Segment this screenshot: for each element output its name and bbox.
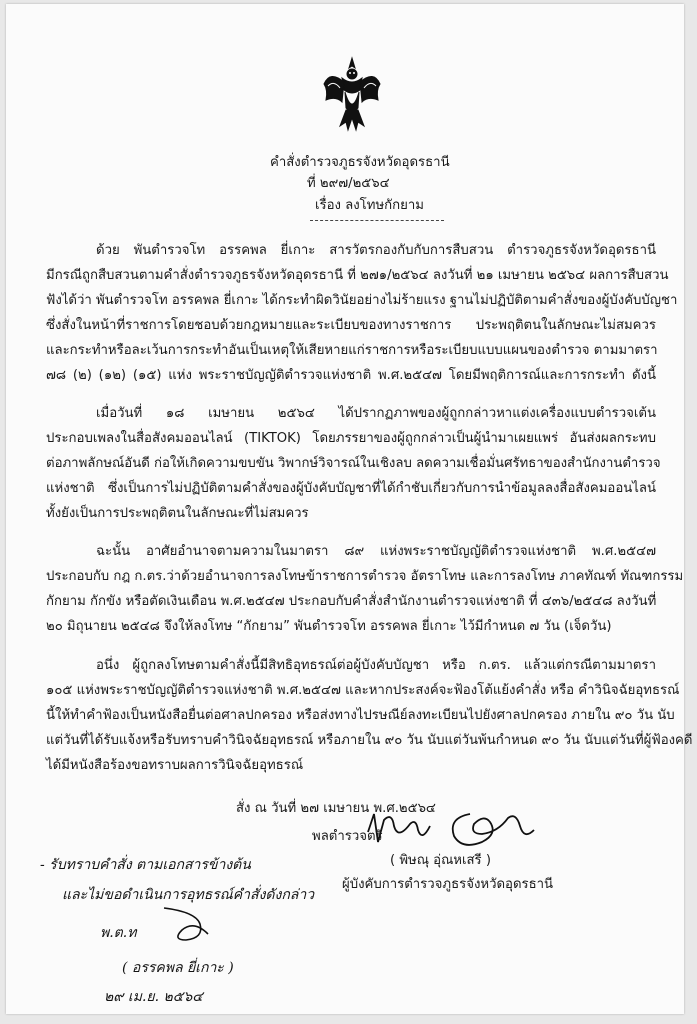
para1-line: มีกรณีถูกสืบสวนตามคำสั่งตำรวจภูธรจังหวัดอุดรธานี ที่ ๒๗๑/๒๕๖๔ ลงวันที่ ๒๑ เมษายน ๒๕๖๔ ผลการสืบสวน <box>46 268 669 283</box>
signer-name: ( พิษณุ อุ่ณหเสรี ) <box>390 853 491 868</box>
handwritten-acknowledgement-line: - รับทราบคำสั่ง ตามเอกสารข้างต้น <box>40 857 251 873</box>
para1-line: ฟังได้ว่า พันตำรวจโท อรรคพล ยี่เกาะ ได้กระทำผิดวินัยอย่างไม่ร้ายแรง ฐานไม่ปฏิบัติตามคำสั่งของผู้บังคับบัญชา <box>46 293 678 308</box>
document-page <box>6 4 693 1014</box>
order-title: คำสั่งตำรวจภูธรจังหวัดอุดรธานี <box>270 155 450 170</box>
para1-line: ด้วย พันตำรวจโท อรรคพล ยี่เกาะ สารวัตรกองกับกับการสืบสวน ตำรวจภูธรจังหวัดอุดรธานี <box>96 243 656 258</box>
para2-line: ต่อภาพลักษณ์อันดี ก่อให้เกิดความขบขัน วิพากษ์วิจารณ์ในเชิงลบ ลดความเชื่อมั่นศรัทธาของสำนักงานตำรวจ <box>46 456 661 471</box>
para4-line: แต่วันที่ได้รับแจ้งหรือรับทราบคำวินิจฉัยอุทธรณ์ หรือภายใน ๙๐ วัน นับแต่วันพ้นกำหนด ๙๐ วัน นับแต่วันที่ผู้ฟ้องคดี <box>46 733 693 748</box>
para2-line: เมื่อวันที่ ๑๘ เมษายน ๒๕๖๔ ได้ปรากฏภาพของผู้ถูกกล่าวหาแต่งเครื่องแบบตำรวจเต้น <box>96 406 656 421</box>
order-subject: เรื่อง ลงโทษกักยาม <box>315 198 424 213</box>
para1-line: และกระทำหรือละเว้นการกระทำอันเป็นเหตุให้เสียหายแก่ราชการหรือระเบียบแบบแผนของตำรวจ ตามมาตรา <box>46 343 658 358</box>
signer-position: ผู้บังคับการตำรวจภูธรจังหวัดอุดรธานี <box>342 877 554 892</box>
garuda-emblem-icon <box>322 56 382 136</box>
signer-rank: พลตำรวจตรี <box>312 829 383 844</box>
para1-line: ซึ่งสั่งในหน้าที่ราชการโดยชอบด้วยกฎหมายและระเบียบของทางราชการ ประพฤติตนในลักษณะไม่สมควร <box>46 318 656 333</box>
handwritten-date: ๒๙ เม.ย. ๒๕๖๔ <box>104 989 203 1005</box>
para4-line: ได้มีหนังสือร้องขอทราบผลการวินิจฉัยอุทธรณ์ <box>46 758 304 773</box>
para2-line: แห่งชาติ ซึ่งเป็นการไม่ปฏิบัติตามคำสั่งของผู้บังคับบัญชาที่ได้กำชับเกี่ยวกับการนำข้อมูลลงสื่อสังคมออนไลน์ <box>46 481 656 496</box>
header-divider <box>310 220 444 221</box>
handwritten-acknowledgement-line: และไม่ขอดำเนินการอุทธรณ์คำสั่งดังกล่าว <box>62 887 315 903</box>
order-date: สั่ง ณ วันที่ ๒๗ เมษายน พ.ศ.๒๕๖๔ <box>236 801 436 816</box>
para3-line: ฉะนั้น อาศัยอำนาจตามความในมาตรา ๘๙ แห่งพระราชบัญญัติตำรวจแห่งชาติ พ.ศ.๒๕๔๗ <box>96 544 656 559</box>
handwritten-name: ( อรรคพล ยี่เกาะ ) <box>122 960 234 976</box>
order-number: ที่ ๒๙๗/๒๕๖๔ <box>307 176 390 191</box>
para3-line: ๒๐ มิถุนายน ๒๕๔๘ จึงให้ลงโทษ “กักยาม” พันตำรวจโท อรรคพล ยี่เกาะ ไว้มีกำหนด ๗ วัน (เจ็ดวัน) <box>46 619 612 634</box>
para2-line: ประกอบเพลงในสื่อสังคมออนไลน์ (TIKTOK) โดยภรรยาของผู้ถูกกล่าวเป็นผู้นำมาเผยแพร่ อันส่งผลกระทบ <box>46 431 656 446</box>
acknowledger-signature <box>156 904 226 944</box>
para4-line: ๑๐๕ แห่งพระราชบัญญัติตำรวจแห่งชาติ พ.ศ.๒๕๔๗ และหากประสงค์จะฟ้องโต้แย้งคำสั่ง หรือ คำวินิจฉัยอุทธรณ์ <box>46 683 680 698</box>
para4-line: อนึ่ง ผู้ถูกลงโทษตามคำสั่งนี้มีสิทธิอุทธรณ์ต่อผู้บังคับบัญชา หรือ ก.ตร. แล้วแต่กรณีตามมาตรา <box>96 658 656 673</box>
handwritten-rank: พ.ต.ท <box>100 925 137 941</box>
para2-line: ทั้งยังเป็นการประพฤติตนในลักษณะที่ไม่สมควร <box>46 506 309 521</box>
para4-line: นี้ให้ทำคำฟ้องเป็นหนังสือยื่นต่อศาลปกครอง หรือส่งทางไปรษณีย์ลงทะเบียนไปยังศาลปกครอง ภายใน ๙๐ วัน นับ <box>46 708 675 723</box>
para3-line: กักยาม กักขัง หรือตัดเงินเดือน พ.ศ.๒๕๔๗ ประกอบกับคำสั่งสำนักงานตำรวจแห่งชาติ ที่ ๔๓๖/๒๕๔๘ ลงวันที่ <box>46 594 657 609</box>
para3-line: ประกอบกับ กฎ ก.ตร.ว่าด้วยอำนาจการลงโทษข้าราชการตำรวจ อัตราโทษ และการลงโทษ ภาคทัณฑ์ ทัณฑกรรม <box>46 569 684 584</box>
para1-line: ๗๘ (๒) (๑๒) (๑๕) แห่ง พระราชบัญญัติตำรวจแห่งชาติ พ.ศ.๒๕๔๗ โดยมีพฤติการณ์และการกระทำ ดังนี้ <box>46 368 656 383</box>
